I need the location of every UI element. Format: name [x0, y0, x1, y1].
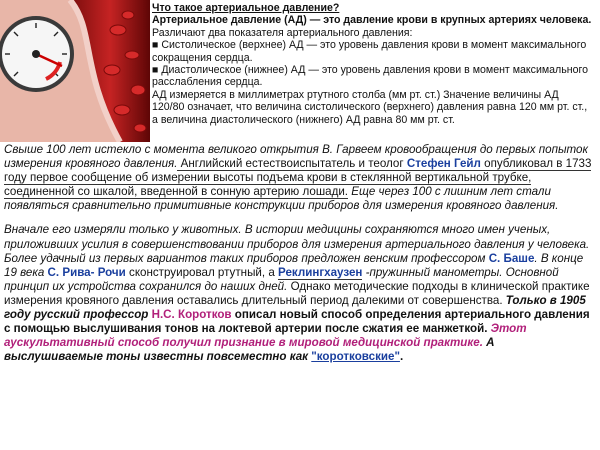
p2-sentence-1: Вначале его измеряли только у животных. В истории медицины сохраняются много имен ученых, приложивших усилия в совершенствовании приборов для измерения артериального давления у человека. Более удачный из первых вариантов таких приборов предложен венским профессором — [4, 223, 590, 265]
riva-rocci-link[interactable]: С. Рива- Рочи — [47, 265, 126, 279]
p1-sentence-1: Свыше 100 лет истекло с момента великого открытия В. Гарвеем кровообращения до первых попыток измерения кровяного давления. — [4, 143, 588, 171]
definition-text: Артериальное давление (АД) — это давление крови в крупных артериях человека. — [152, 14, 592, 27]
p1-sentence-2b: опубликовал в 1733 году первое сообщение об измерении высоты подъема крови в стеклянной вертикальной трубке, соединенной со шкалой, введенной в сонную артерию лошади. — [4, 157, 592, 199]
distinguish-text: Различают два показателя артериального давления: — [152, 26, 413, 39]
p2-sentence-4: -пружинный манометры. Основной принцип их устройства сохранился до наших дней. — [4, 265, 559, 293]
p2-sentence-8: Этот аускультативный способ получил признание в мировой медицинской практике. — [4, 322, 527, 350]
history-article — [4, 143, 596, 374]
p2-sentence-2: . В конце 19 века — [4, 251, 584, 279]
p2-sentence-9: А выслушиваемые тоны известны повсеместно как — [4, 336, 495, 364]
hales-link[interactable]: Стефен Гейл — [406, 157, 481, 171]
history-paragraph-1 — [4, 143, 596, 213]
p1-sentence-2a: Английский естествоиспытатель и теолог — [177, 157, 407, 171]
systolic-item: ■ Систолическое (верхнее) АД — это уровень давления крови в момент максимального сокращения сердца. — [152, 39, 587, 64]
diastolic-item: ■ Диастолическое (нижнее) АД — это уровень давления крови в момент максимального расслабления сердца. — [152, 64, 589, 89]
history-paragraph-2 — [4, 223, 596, 364]
recklinghausen-link[interactable]: Реклингхаузен — [278, 265, 363, 279]
definition-block — [152, 2, 592, 126]
korotkov-link[interactable]: Н.С. Коротков — [151, 308, 232, 322]
blood-pressure-illustration — [0, 0, 150, 142]
p2-sentence-5: Однако методические подходы в клинической практике измерения кровяного давления оставались длительный период далекими от совершенства. — [4, 279, 590, 307]
korotkov-tones-link[interactable]: "коротковские" — [311, 350, 400, 364]
p1-sentence-3: Еще через 100 с лишним лет стали появляться сравнительно примитивные конструкции приборов для измерения кровяного давления. — [4, 185, 559, 213]
measurement-text: АД измеряется в миллиметрах ртутного столба (мм рт. ст.) Значение величины АД 120/80 означает, что величина систолического (верхнего) давления равна 120 мм рт. ст., а величина диастолического (нижнего) АД равна 80 мм рт. ст. — [152, 88, 588, 126]
p2-sentence-6: Только в 1905 году русский профессор — [4, 293, 586, 322]
bashe-link[interactable]: С. Баше — [488, 251, 535, 265]
question-heading: Что такое артериальное давление? — [152, 2, 340, 14]
p2-sentence-7: описал новый способ определения артериального давления с помощью выслушивания тонов на локтевой артерии после сжатия ее манжеткой. — [4, 308, 590, 336]
p2-end: . — [399, 350, 404, 364]
p2-sentence-3: сконструировал ртутный, а — [125, 265, 278, 279]
